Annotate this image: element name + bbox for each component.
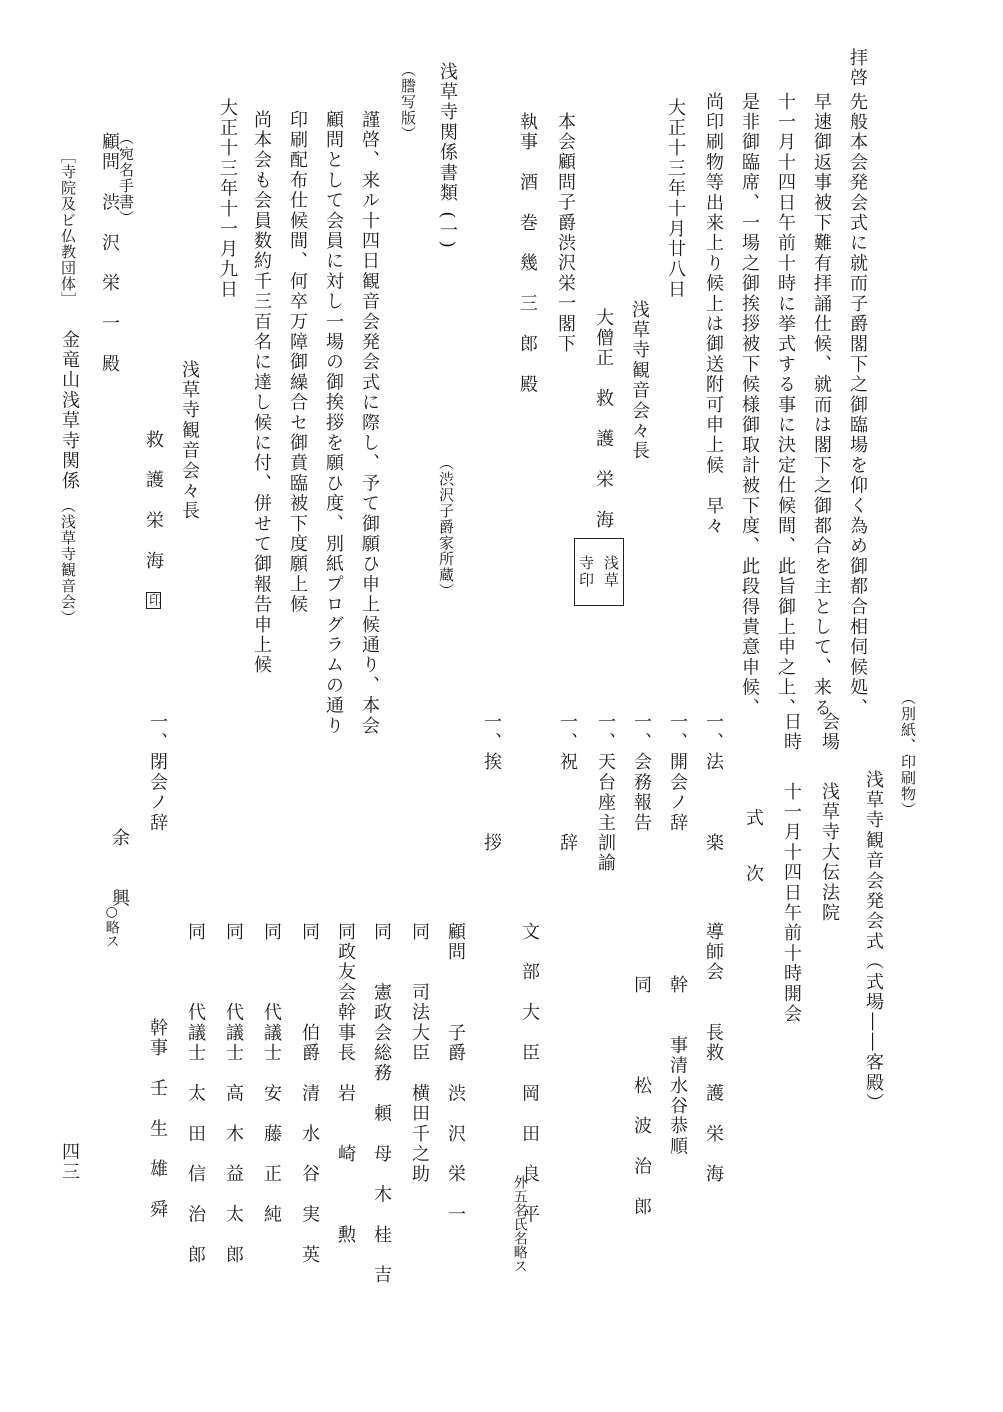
letter2-line-1: 謹啓、来ル十四日観音会発会式に際し、予て御願ひ申上候通り、本会 — [359, 110, 380, 737]
speaker-6: 同 代議士 安 藤 正 純 — [261, 922, 282, 1225]
letter2-sender-name — [144, 430, 162, 609]
datetime-label: 日時 — [781, 712, 802, 753]
letter1-recipient-1: 本会顧問子爵渋沢栄一閣下 — [555, 112, 576, 355]
asakusa-temple-seal — [574, 538, 624, 606]
letter1-line-3: 十一月十四日午前十時に挙式する事に決定仕候間、此旨御上申之上、 — [775, 92, 796, 719]
letter1-sender-name: 大僧正 救 護 栄 海 — [593, 308, 614, 531]
letter1-date: 大正十三年十月廿八日 — [665, 98, 686, 300]
seal-left-text: 寺印 — [577, 555, 595, 589]
speaker-4: 同政友会幹事長 岩 崎 勲 — [335, 922, 356, 1246]
footer-suborg: （浅草寺観音会） — [59, 498, 77, 626]
order-heading: 式 次 — [743, 808, 764, 892]
seal-right-text: 浅草 — [602, 555, 620, 589]
letter2-note: （謄写版） — [399, 62, 417, 142]
program-item-7-detail: 幹事 壬 生 雄 舜 — [147, 1018, 168, 1220]
omission-circle: ○ — [103, 904, 120, 920]
speaker-8: 同 代議士 太 田 信 治 郎 — [185, 922, 206, 1266]
program-item-5-note: 外五名氏名略ス — [511, 1175, 528, 1273]
program-note: （別紙、印刷物） — [899, 690, 917, 818]
program-item-2-label: 一、開会ノ辞 — [667, 712, 688, 834]
letter2-line-3: 印刷配布仕候間、何卒万障御繰合セ御賁臨被下度願上候 — [287, 110, 308, 615]
program-item-3-detail: 同 松 波 治 郎 — [631, 975, 652, 1218]
venue-value: 浅草寺大伝法院 — [819, 782, 840, 924]
letter1-line-4: 是非御臨席、一場之御挨拶被下候様御取計被下度、此段得貴意申候、 — [739, 92, 760, 719]
program-item-5-detail: 文 部 大 臣 岡 田 良 平 — [519, 922, 540, 1225]
program-item-4-label: 一、天台座主訓諭 — [595, 712, 616, 874]
recipient-title: 顧問 — [99, 132, 120, 173]
venue-label: 会場 — [819, 712, 840, 753]
program-item-5-label: 一、祝 辞 — [557, 712, 578, 854]
page-number: 四三 — [59, 1142, 80, 1183]
section-source: （渋沢子爵家所蔵） — [437, 455, 455, 599]
program-item-1-label: 一、法 楽 — [703, 712, 724, 854]
footer-org: 金竜山浅草寺関係 — [59, 330, 80, 492]
personal-seal-mark: 印 — [146, 592, 161, 608]
yokyo-label: 余 興 — [109, 828, 130, 909]
speaker-7: 同 代議士 高 木 益 太 郎 — [223, 922, 244, 1266]
letter2-recipient — [100, 132, 118, 374]
letter1-recipient-2: 執事 酒 巻 幾 三 郎 殿 — [517, 112, 538, 395]
recipient-name: 渋 沢 栄 一 殿 — [99, 192, 120, 375]
letter2-sender-org: 浅草寺観音会々長 — [179, 360, 200, 522]
program-item-1-detail: 導師会 長救 護 栄 海 — [703, 922, 724, 1185]
letter1-salutation: 拝啓 — [847, 48, 868, 89]
speaker-1: 顧問 子爵 渋 沢 栄 一 — [445, 922, 466, 1225]
program-item-7-label: 一、閉会ノ辞 — [147, 712, 168, 834]
letter1-line-1: 先般本会発会式に就而子爵閣下之御臨場を仰く為め御都合相伺候処、 — [847, 92, 868, 719]
footer-category: ［寺院及ビ仏教団体］ — [59, 148, 77, 308]
speaker-3: 同 憲政会総務 頼 母 木 桂 吉 — [371, 922, 392, 1286]
program-item-6-label: 一、挨 拶 — [481, 712, 502, 854]
letter1-line-2: 早速御返事被下難有拝誦仕候、就而は閣下之御都合を主として、来る — [811, 92, 832, 719]
yokyo-note: ○略ス — [103, 904, 120, 948]
sender-name-text: 救 護 栄 海 — [143, 430, 164, 572]
speaker-5: 同 伯爵 清 水 谷 実 英 — [299, 922, 320, 1266]
letter2-date: 大正十三年十一月九日 — [217, 98, 238, 300]
section-title: 浅草寺関係書類 (一) — [437, 62, 458, 250]
program-title: 浅草寺観音会発会式（式場――客殿） — [863, 770, 884, 1114]
letter2-line-2: 顧問として会員に対し一場の御挨拶を願ひ度、別紙プログラムの通り — [323, 110, 344, 737]
letter1-line-5: 尚印刷物等出来上り候上は御送附可申上候 早々 — [703, 92, 724, 537]
speaker-2: 同 司法大臣 横田千之助 — [409, 922, 430, 1185]
letter1-sender-org: 浅草寺観音会々長 — [629, 300, 650, 462]
program-item-2-detail: 幹 事清水谷恭順 — [667, 975, 688, 1157]
letter2-addr-note: （宛名手書） — [117, 130, 135, 226]
letter2-line-4: 尚本会も会員数約千三百名に達し候に付、併せて御報告申上候 — [251, 110, 272, 676]
program-item-3-label: 一、会務報告 — [631, 712, 652, 834]
datetime-value: 十一月十四日午前十時開会 — [781, 782, 802, 1025]
